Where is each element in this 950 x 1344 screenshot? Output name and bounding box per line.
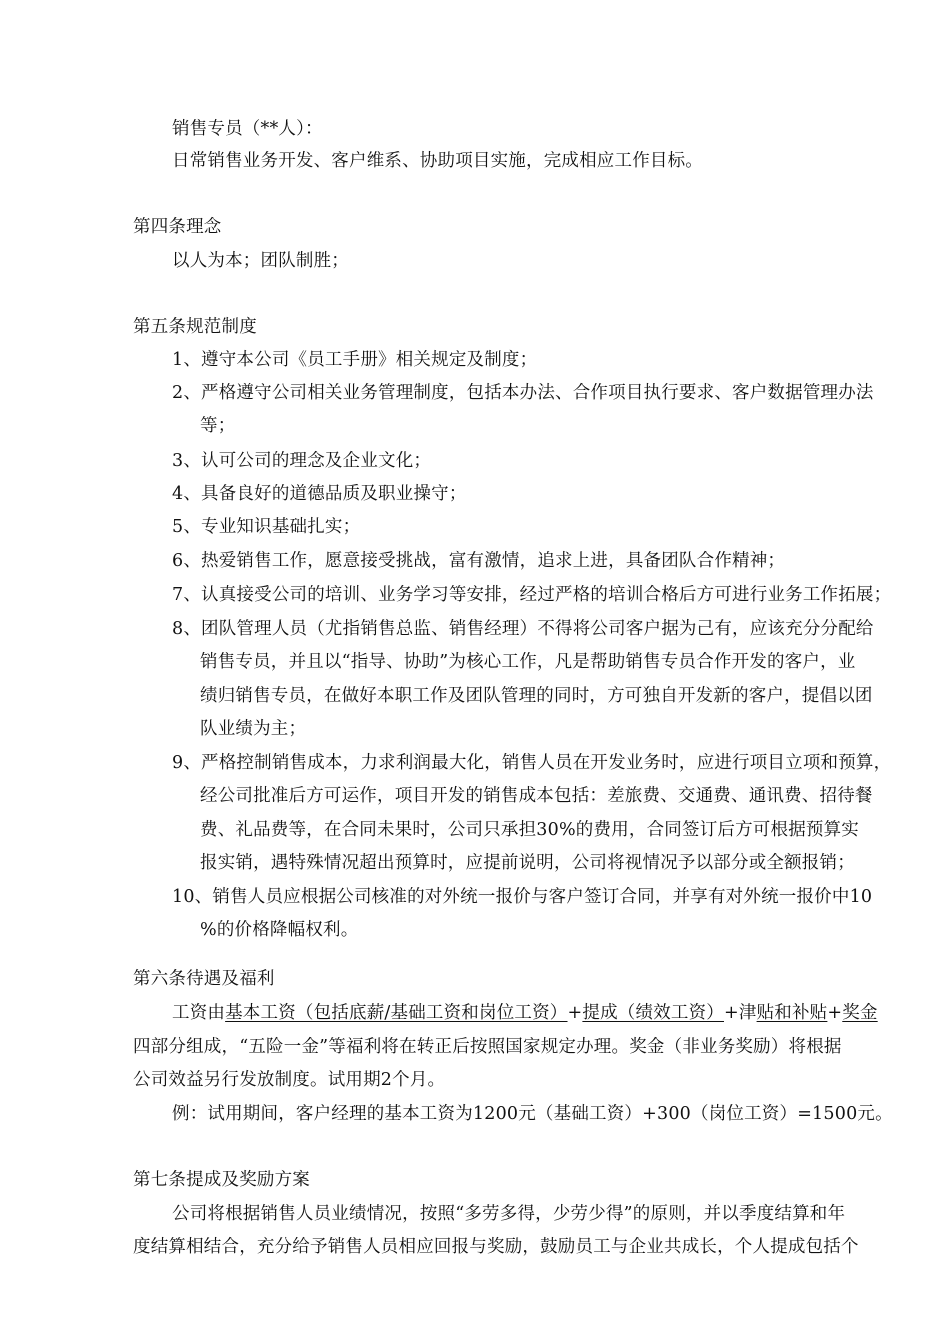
list-item: 7、认真接受公司的培训、业务学习等安排，经过严格的培训合格后方可进行业务工作拓展； bbox=[172, 585, 892, 605]
list-item: 4、具备良好的道德品质及职业操守； bbox=[172, 484, 467, 504]
commission-paragraph-line: 度结算相结合，充分给予销售人员相应回报与奖励，鼓励员工与企业共成长，个人提成包括个 bbox=[133, 1237, 859, 1257]
salary-text: + bbox=[567, 1003, 583, 1023]
article-6-heading: 第六条待遇及福利 bbox=[133, 969, 275, 989]
article-4-text: 以人为本；团队制胜； bbox=[172, 251, 349, 271]
list-item: 5、专业知识基础扎实； bbox=[172, 517, 361, 537]
salary-text: 工资由 bbox=[172, 1003, 226, 1023]
salary-paragraph-line: 公司效益另行发放制度。试用期2个月。 bbox=[133, 1070, 446, 1090]
list-item-continuation: 等； bbox=[200, 416, 236, 436]
salary-structure-line bbox=[172, 1002, 878, 1024]
list-item: 6、热爱销售工作，愿意接受挑战，富有激情，追求上进，具备团队合作精神； bbox=[172, 551, 786, 571]
salary-text: +津 bbox=[724, 1003, 757, 1023]
salary-example: 例：试用期间，客户经理的基本工资为1200元（基础工资）+300（岗位工资）=1500元。 bbox=[172, 1104, 893, 1124]
list-item: 2、严格遵守公司相关业务管理制度，包括本办法、合作项目执行要求、客户数据管理办法 bbox=[172, 383, 874, 403]
list-item: 8、团队管理人员（尤指销售总监、销售经理）不得将公司客户据为己有，应该充分分配给 bbox=[172, 619, 874, 639]
role-title: 销售专员（**人）： bbox=[172, 119, 323, 139]
list-item: 3、认可公司的理念及企业文化； bbox=[172, 451, 432, 471]
list-item: 10、销售人员应根据公司核准的对外统一报价与客户签订合同，并享有对外统一报价中10 bbox=[172, 887, 873, 907]
article-4-heading: 第四条理念 bbox=[133, 217, 222, 237]
list-item-continuation: 销售专员，并且以“指导、协助”为核心工作，凡是帮助销售专员合作开发的客户，业 bbox=[200, 652, 856, 672]
salary-paragraph-line: 四部分组成，“五险一金”等福利将在转正后按照国家规定办理。奖金（非业务奖励）将根据 bbox=[133, 1037, 842, 1057]
article-7-heading: 第七条提成及奖励方案 bbox=[133, 1170, 310, 1190]
list-item-continuation: 绩归销售专员，在做好本职工作及团队管理的同时，方可独自开发新的客户，提倡以团 bbox=[200, 686, 873, 706]
list-item-continuation: 经公司批准后方可运作，项目开发的销售成本包括：差旅费、交通费、通讯费、招待餐 bbox=[200, 786, 873, 806]
list-item-continuation: 报实销，遇特殊情况超出预算时，应提前说明，公司将视情况予以部分或全额报销； bbox=[200, 853, 855, 873]
article-5-heading: 第五条规范制度 bbox=[133, 317, 257, 337]
role-description: 日常销售业务开发、客户维系、协助项目实施，完成相应工作目标。 bbox=[172, 151, 703, 171]
list-item: 1、遵守本公司《员工手册》相关规定及制度； bbox=[172, 350, 538, 370]
list-item-continuation: %的价格降幅权利。 bbox=[200, 920, 359, 940]
base-salary-term: 基本工资（包括底薪/基础工资和岗位工资） bbox=[225, 1003, 568, 1023]
commission-paragraph-line: 公司将根据销售人员业绩情况，按照“多劳多得，少劳少得”的原则，并以季度结算和年 bbox=[172, 1204, 846, 1224]
list-item: 9、严格控制销售成本，力求利润最大化，销售人员在开发业务时，应进行项目立项和预算， bbox=[172, 753, 892, 773]
list-item-continuation: 队业绩为主； bbox=[200, 719, 307, 739]
commission-term: 提成（绩效工资） bbox=[582, 1003, 724, 1023]
salary-text: + bbox=[827, 1003, 843, 1023]
list-item-continuation: 费、礼品费等，在合同未果时，公司只承担30%的费用，合同签订后方可根据预算实 bbox=[200, 820, 859, 840]
allowance-term: 贴和补贴 bbox=[756, 1003, 828, 1023]
bonus-term: 奖金 bbox=[842, 1003, 878, 1023]
